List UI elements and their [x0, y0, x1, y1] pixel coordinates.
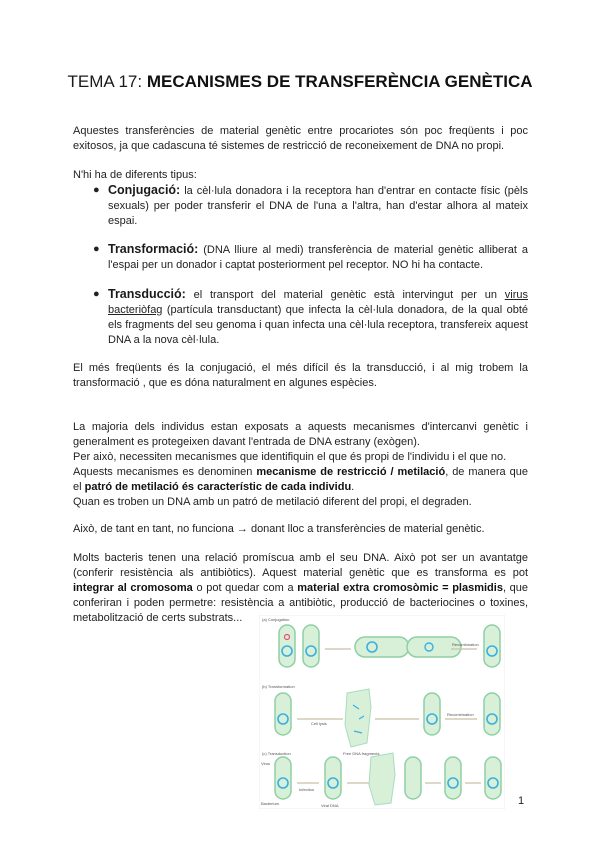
- cell-icon: [405, 757, 421, 799]
- page-number: 1: [518, 795, 525, 807]
- figure-label: Bacterium: [261, 801, 280, 806]
- bold-term: integrar al cromosoma: [73, 582, 193, 594]
- text: .: [351, 481, 355, 493]
- figure-label: Free DNA fragments: [343, 751, 380, 756]
- cell-icon: [275, 757, 291, 799]
- text: Quan es troben un DNA amb un patró de metilació diferent del propi, el degraden.: [73, 496, 472, 508]
- lysed-cell-icon: [369, 753, 395, 805]
- lysed-cell-icon: [345, 689, 371, 747]
- bullet-icon: ●: [93, 184, 100, 196]
- cell-icon: [279, 625, 295, 667]
- text: Aquests mecanismes es denominen: [73, 466, 257, 478]
- figure-label: Virus: [261, 761, 271, 766]
- bullet-icon: ●: [93, 243, 100, 255]
- cell-icon: [485, 757, 501, 799]
- title-main: MECANISMES DE TRANSFERÈNCIA GENÈTICA: [146, 72, 533, 91]
- text: , que conferiran i poden permetre: resistència a antibiòtic, producció de bacteriocines o toxines, metabolització de certs substrats...: [73, 582, 528, 624]
- term-text: el transport del material genètic està intervingut per un: [185, 289, 505, 301]
- cell-icon: [407, 637, 461, 657]
- text: , de manera que el: [73, 466, 528, 493]
- list-item-transduction: [93, 287, 528, 348]
- figure-label: Recombination: [452, 642, 479, 647]
- term-label: Transducció:: [108, 287, 186, 301]
- list-item-transformation: [93, 242, 528, 273]
- failure-paragraph: Això, de tant en tant, no funciona → donant lloc a transferències de material genètic.: [73, 523, 485, 535]
- figure-label-transduction: (c) Transduction: [262, 751, 291, 756]
- term-text: (DNA lliure al medi) transferència de material genètic alliberat a l'espai per un donador i captat posteriorment pel receptor. NO hi ha contacte.: [108, 244, 528, 271]
- cell-icon: [484, 693, 500, 735]
- figure-label-transformation: (b) Transformation: [262, 684, 295, 689]
- bullet-icon: ●: [93, 288, 100, 300]
- term-text: (partícula transductant) que infecta la cèl·lula donadora, de la qual obté els fragments del seu genoma i quan infecta una cèl·lula receptora, transfereix aquest DNA a la nova cèl·lula.: [108, 304, 528, 346]
- figure-label: Recombination: [447, 712, 474, 717]
- term-label: Conjugació:: [108, 183, 181, 197]
- text: Per això, necessiten mecanismes que identifiquin el que és propi de l'individu i el que no.: [73, 451, 507, 463]
- frequency-paragraph: El més freqüents és la conjugació, el més difícil és la transducció, i al mig trobem la transformació , que es dóna naturalment en algunes espècies.: [73, 362, 528, 389]
- bold-term: mecanisme de restricció / metilació: [256, 466, 446, 478]
- cell-icon: [303, 625, 319, 667]
- figure-label: Infection: [299, 787, 315, 792]
- cell-icon: [275, 693, 291, 735]
- bold-term: material extra cromosòmic = plasmidis: [297, 582, 503, 594]
- cell-icon: [424, 693, 440, 735]
- figure-label-conjugation: (a) Conjugation: [262, 617, 290, 622]
- title-prefix: TEMA 17:: [67, 72, 147, 91]
- list-item-conjugation: [93, 183, 528, 229]
- page-title: [0, 72, 600, 92]
- cell-icon: [325, 757, 341, 799]
- term-label: Transformació:: [108, 242, 199, 256]
- figure-label: Cell lysis: [311, 721, 327, 726]
- intro-paragraph: Aquestes transferències de material genètic entre procariotes són poc freqüents i poc exitosos, ja que cadascuna té sistemes de restricció de reconeixement de DNA no propi.: [73, 125, 528, 152]
- term-text: la cèl·lula donadora i la receptora han d'entrar en contacte físic (pèls sexuals) per poder transferir el DNA de l'una a l'altra, han d'estar alhora al mateix espai.: [108, 185, 528, 227]
- types-heading: N'hi ha de diferents tipus:: [73, 169, 197, 181]
- gene-transfer-figure: [259, 615, 505, 809]
- underlined-term: virus bacteriòfag: [108, 289, 528, 316]
- figure-label: Viral DNA: [321, 803, 339, 808]
- text: Molts bacteris tenen una relació promíscua amb el seu DNA. Això pot ser un avantatge (conferir resistència als antibiòtics). Aquest material genètic que es transforma es pot: [73, 552, 528, 579]
- text: o pot quedar com a: [192, 582, 298, 594]
- bold-term: patró de metilació és característic de cada individu: [84, 481, 352, 493]
- cell-icon: [445, 757, 461, 799]
- cell-icon: [355, 637, 409, 657]
- cell-icon: [484, 625, 500, 667]
- text: La majoria dels individus estan exposats a aquests mecanismes d'intercanvi genètic i generalment es protegeixen davant l'entrada de DNA estrany (exògen).: [73, 421, 528, 448]
- methylation-paragraph: [73, 420, 528, 510]
